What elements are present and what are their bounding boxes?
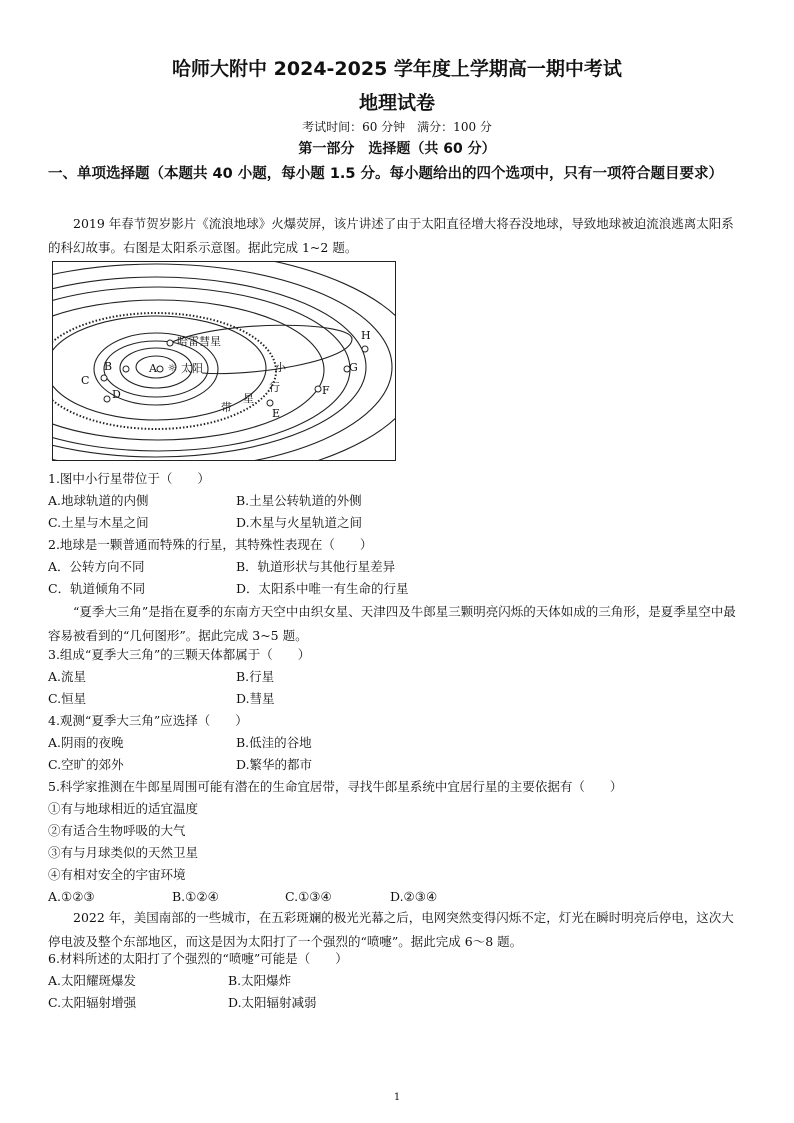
q1-stem: 1.图中小行星带位于（ ） <box>48 471 210 486</box>
q5-option-a: A.①②③ <box>48 889 95 904</box>
belt-label-4: 带 <box>221 401 232 414</box>
solar-system-figure <box>52 261 396 461</box>
q4-option-a: A.阴雨的夜晚 <box>48 735 124 750</box>
passage-1: 2019 年春节贺岁影片《流浪地球》火爆荧屏，该片讲述了由于太阳直径增大将吞没地球，导致地球被迫流浪逃离太阳系的科幻故事。右图是太阳系示意图。据此完成 1~2 题。 <box>48 216 734 255</box>
planet-c-marker <box>101 375 107 381</box>
q5-statement-1: ①有与地球相近的适宜温度 <box>48 801 199 816</box>
q5-statement-2: ②有适合生物呼吸的大气 <box>48 823 186 838</box>
q4-option-d: D.繁华的都市 <box>236 757 313 772</box>
exam-info: 考试时间：60 分钟 满分：100 分 <box>302 120 492 134</box>
q1-option-c: C.土星与木星之间 <box>48 515 149 530</box>
comet-marker <box>167 340 173 346</box>
planet-h-marker <box>362 346 368 352</box>
q3-stem: 3.组成“夏季大三角”的三颗天体都属于（ ） <box>48 647 311 662</box>
q6-option-a: A.太阳耀斑爆发 <box>48 973 137 988</box>
planet-e-marker <box>267 400 273 406</box>
q2-stem: 2.地球是一颗普通而特殊的行星，其特殊性表现在（ ） <box>48 537 373 552</box>
q5-statement-3: ③有与月球类似的天然卫星 <box>48 845 199 860</box>
planet-a-marker <box>157 366 163 372</box>
part-heading: 第一部分 选择题（共 60 分） <box>298 141 496 157</box>
q2-option-a: A．公转方向不同 <box>48 559 145 574</box>
q1-option-d: D.木星与火星轨道之间 <box>236 515 363 530</box>
planet-label-h: H <box>361 329 371 342</box>
q5-statement-4: ④有相对安全的宇宙环境 <box>48 867 186 882</box>
sun-label: 太阳 <box>181 362 203 375</box>
planet-d-marker <box>104 396 110 402</box>
belt-label-1: 小 <box>275 361 286 374</box>
q4-stem: 4.观测“夏季大三角”应选择（ ） <box>48 713 248 728</box>
belt-label-2: 行 <box>269 381 280 394</box>
q1-option-b: B.土星公转轨道的外侧 <box>236 493 362 508</box>
q3-option-b: B.行星 <box>236 669 275 684</box>
q4-option-b: B.低洼的谷地 <box>236 735 312 750</box>
planet-label-e: E <box>272 407 281 420</box>
passage-2: “夏季大三角”是指在夏季的东南方天空中由织女星、天津四及牛郎星三颗明亮闪烁的天体如成的三角形，是夏季星空中最容易被看到的“几何图形”。据此完成 3~5 题。 <box>48 604 736 643</box>
planet-label-c: C <box>81 374 90 387</box>
sun-icon: ☼ <box>167 363 177 374</box>
q2-option-c: C．轨道倾角不同 <box>48 581 146 596</box>
section-heading: 一、单项选择题（本题共 40 小题，每小题 1.5 分。每小题给出的四个选项中，只有一项符合题目要求） <box>48 166 724 182</box>
q5-stem: 5.科学家推测在牛郎星周围可能有潜在的生命宜居带，寻找牛郎星系统中宜居行星的主要依据有（ ） <box>48 779 623 794</box>
q2-option-d: D．太阳系中唯一有生命的行星 <box>236 581 409 596</box>
q6-option-b: B.太阳爆炸 <box>228 973 292 988</box>
q2-option-b: B．轨道形状与其他行星差异 <box>236 559 396 574</box>
q6-option-c: C.太阳辐射增强 <box>48 995 137 1010</box>
q3-option-c: C.恒星 <box>48 691 87 706</box>
planet-label-f: F <box>322 384 330 397</box>
q1-option-a: A.地球轨道的内侧 <box>48 493 149 508</box>
passage-3: 2022 年，美国南部的一些城市，在五彩斑斓的极光光幕之后，电网突然变得闪烁不定，灯光在瞬时明亮后停电，这次大停电波及整个东部地区，而这是因为太阳打了一个强烈的“喷嚏”。据此完成 6～8 题。 <box>48 910 734 949</box>
q5-option-b: B.①②④ <box>172 889 219 904</box>
q5-option-d: D.②③④ <box>390 889 438 904</box>
q6-option-d: D.太阳辐射减弱 <box>228 995 317 1010</box>
q6-stem: 6.材料所述的太阳打了个强烈的“喷嚏”可能是（ ） <box>48 951 348 966</box>
planet-label-a: A <box>149 362 157 375</box>
planet-label-g: G <box>349 361 358 374</box>
q3-option-a: A.流星 <box>48 669 87 684</box>
q4-option-c: C.空旷的郊外 <box>48 757 124 772</box>
planet-f-marker <box>315 386 321 392</box>
subject-title: 地理试卷 <box>358 92 435 114</box>
exam-title: 哈师大附中 2024-2025 学年度上学期高一期中考试 <box>172 58 622 80</box>
belt-label-3: 星 <box>243 392 254 405</box>
planet-label-d: D <box>112 388 121 401</box>
q3-option-d: D.彗星 <box>236 691 275 706</box>
comet-label: 哈雷彗星 <box>177 335 221 348</box>
planet-label-b: B <box>104 360 113 373</box>
page-number: 1 <box>393 1092 401 1103</box>
planet-b-marker <box>123 366 129 372</box>
q5-option-c: C.①③④ <box>285 889 332 904</box>
